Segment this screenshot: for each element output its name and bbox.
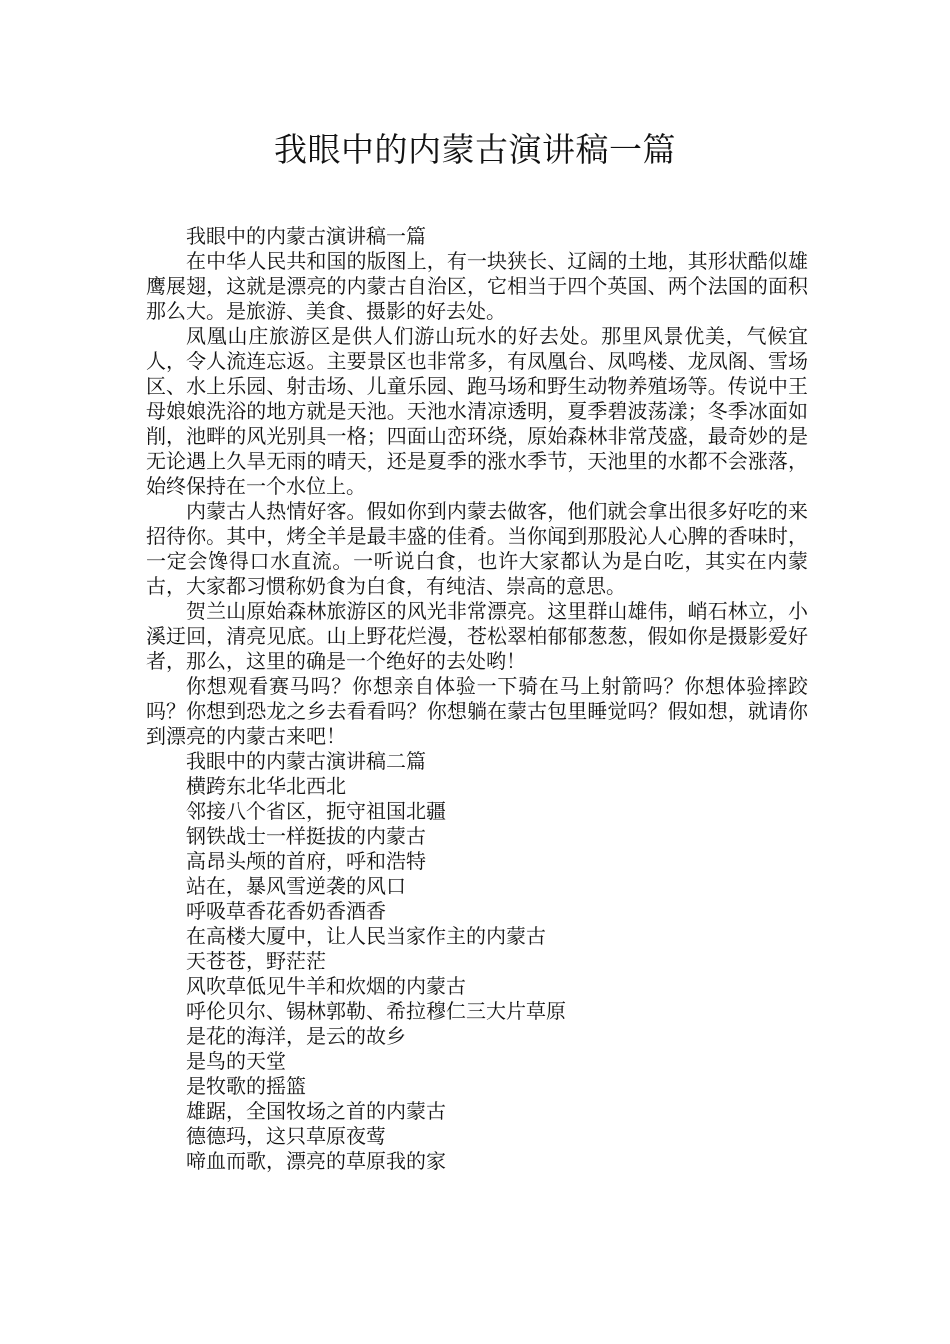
paragraph-helan-forest: 贺兰山原始森林旅游区的风光非常漂亮。这里群山雄伟，峭石林立，小溪迂回，清亮见底。山上野花烂漫，苍松翠柏郁郁葱葱，假如你是摄影爱好者，那么，这里的确是一个绝好的去处哟！ [146, 599, 808, 673]
verse-line: 钢铁战士一样挺拔的内蒙古 [186, 824, 426, 848]
verse-line: 呼吸草香花香奶香酒香 [186, 899, 386, 923]
paragraph-phoenix-resort: 凤凰山庄旅游区是供人们游山玩水的好去处。那里风景优美，气候宜人，令人流连忘返。主要景区也非常多，有凤凰台、凤鸣楼、龙凤阁、雪场区、水上乐园、射击场、儿童乐园、跑马场和野生动物养殖场等。传说中王母娘娘洗浴的地方就是天池。天池水清凉透明，夏季碧波荡漾；冬季冰面如削，池畔的风光别具一格；四面山峦环绕，原始森林非常茂盛，最奇妙的是无论遇上久旱无雨的晴天，还是夏季的涨水季节，天池里的水都不会涨落，始终保持在一个水位上。 [146, 324, 808, 498]
verse-line: 德德玛，这只草原夜莺 [186, 1124, 386, 1148]
paragraph-intro: 在中华人民共和国的版图上，有一块狭长、辽阔的土地，其形状酷似雄鹰展翅，这就是漂亮的内蒙古自治区，它相当于四个英国、两个法国的面积那么大。是旅游、美食、摄影的好去处。 [146, 249, 808, 323]
verse-line: 我眼中的内蒙古演讲稿二篇 [186, 749, 426, 773]
document-title: 我眼中的内蒙古演讲稿一篇 [274, 130, 676, 169]
verse-line: 雄踞，全国牧场之首的内蒙古 [186, 1099, 446, 1123]
verse-line: 是鸟的天堂 [186, 1049, 286, 1073]
verse-line: 天苍苍，野茫茫 [186, 949, 326, 973]
paragraph-hospitality: 内蒙古人热情好客。假如你到内蒙去做客，他们就会拿出很多好吃的来招待你。其中，烤全羊是最丰盛的佳肴。当你闻到那股沁人心脾的香味时，一定会馋得口水直流。一听说白食，也许大家都认为是白吃，其实在内蒙古，大家都习惯称奶食为白食，有纯洁、崇高的意思。 [146, 499, 808, 598]
document-body [146, 224, 808, 1174]
verse-line: 邻接八个省区，扼守祖国北疆 [186, 799, 446, 823]
verse-line: 横跨东北华北西北 [186, 774, 346, 798]
paragraph-invitation: 你想观看赛马吗？你想亲自体验一下骑在马上射箭吗？你想体验摔跤吗？你想到恐龙之乡去看看吗？你想躺在蒙古包里睡觉吗？假如想，就请你到漂亮的内蒙古来吧！ [146, 674, 808, 748]
verse-line: 高昂头颅的首府，呼和浩特 [186, 849, 426, 873]
verse-line: 在高楼大厦中，让人民当家作主的内蒙古 [186, 924, 546, 948]
verse-line: 风吹草低见牛羊和炊烟的内蒙古 [186, 974, 466, 998]
verse-line: 是牧歌的摇篮 [186, 1074, 306, 1098]
verse-line: 呼伦贝尔、锡林郭勒、希拉穆仁三大片草原 [186, 999, 566, 1023]
verse-line: 站在，暴风雪逆袭的风口 [186, 874, 406, 898]
paragraph-subtitle: 我眼中的内蒙古演讲稿一篇 [186, 224, 426, 248]
verse-line: 啼血而歌，漂亮的草原我的家 [186, 1149, 446, 1173]
verse-line: 是花的海洋，是云的故乡 [186, 1024, 406, 1048]
